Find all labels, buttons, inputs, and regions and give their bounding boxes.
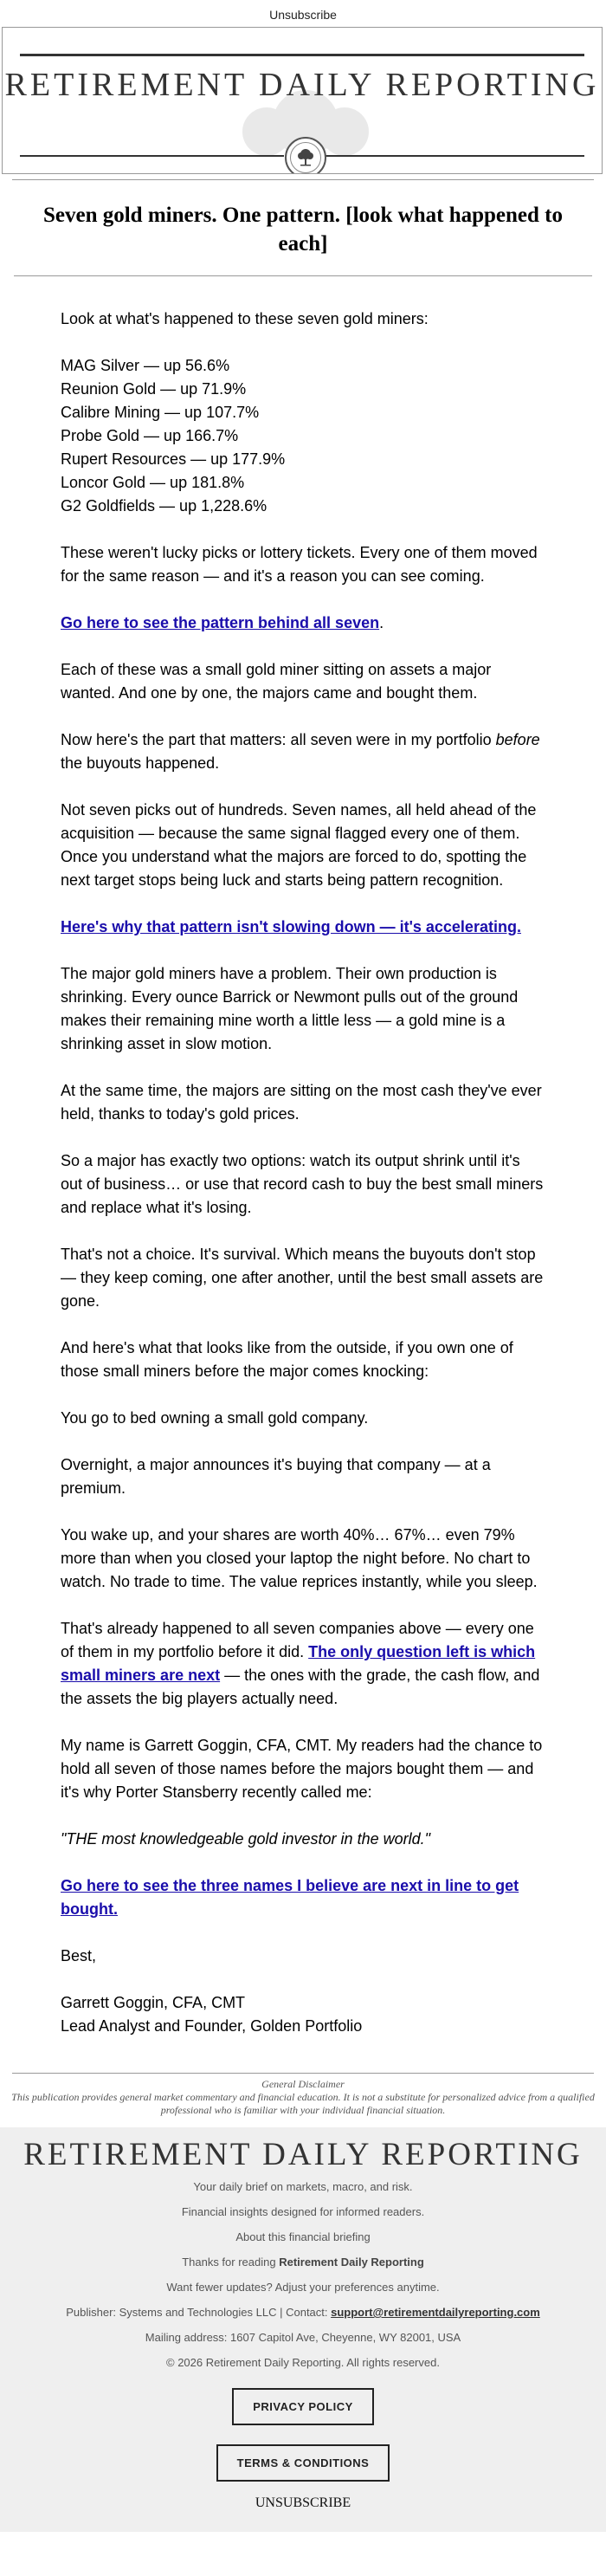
article-body: [0, 276, 606, 2038]
signature-title: Lead Analyst and Founder, Golden Portfolio: [61, 2017, 363, 2035]
paragraph: Each of these was a small gold miner sitting on assets a major wanted. And one by one, the majors came and bought them.: [61, 661, 492, 702]
emphasis-text: before: [495, 731, 540, 748]
intro-paragraph: Look at what's happened to these seven gold miners:: [61, 310, 429, 327]
text-segment: the buyouts happened.: [61, 754, 220, 772]
masthead-top-rule: [20, 54, 584, 56]
list-item: MAG Silver — up 56.6%: [61, 357, 230, 374]
footer-publisher: [0, 2306, 606, 2319]
text-segment: — the ones with the grade, the cash flow, and the assets the big players actually need.: [61, 1667, 540, 1707]
paragraph: That's not a choice. It's survival. Which means the buyouts don't stop — they keep coming, one after another, until the best small assets are gone.: [61, 1246, 544, 1310]
pattern-link[interactable]: Go here to see the pattern behind all seven: [61, 614, 380, 631]
text-segment: Thanks for reading: [182, 2256, 280, 2269]
list-item: Reunion Gold — up 71.9%: [61, 380, 247, 398]
list-item: Rupert Resources — up 177.9%: [61, 450, 286, 468]
masthead-banner: [2, 27, 603, 174]
footer-about: About this financial briefing: [235, 2230, 371, 2243]
footer-thanks: [0, 2256, 606, 2269]
portfolio-paragraph: [61, 728, 545, 775]
quote: "THE most knowledgeable gold investor in the world.": [61, 1830, 430, 1848]
footer-address: Mailing address: 1607 Capitol Ave, Cheyenne, WY 82001, USA: [145, 2331, 461, 2344]
next-miners-paragraph: [61, 1617, 545, 1711]
accelerating-link-paragraph: [61, 916, 545, 939]
text-segment: Publisher: Systems and Technologies LLC | Contact:: [66, 2306, 332, 2319]
footer: [0, 2127, 606, 2532]
paragraph: Overnight, a major announces it's buying that company — at a premium.: [61, 1456, 491, 1497]
support-email-link[interactable]: support@retirementdailyreporting.com: [331, 2306, 540, 2319]
tree-icon: [294, 146, 317, 169]
list-item: Calibre Mining — up 107.7%: [61, 404, 260, 421]
paragraph: You go to bed owning a small gold company.: [61, 1409, 369, 1427]
footer-preferences: Want fewer updates? Adjust your preferences anytime.: [166, 2281, 440, 2294]
paragraph: At the same time, the majors are sitting on the most cash they've ever held, thanks to today's gold prices.: [61, 1082, 542, 1123]
list-item: Probe Gold — up 166.7%: [61, 427, 239, 444]
terms-button[interactable]: TERMS & CONDITIONS: [216, 2444, 390, 2482]
disclaimer-title: General Disclaimer: [261, 2078, 345, 2090]
privacy-button-row: [0, 2388, 606, 2425]
footer-unsubscribe-link[interactable]: UNSUBSCRIBE: [255, 2495, 351, 2510]
three-names-link[interactable]: Go here to see the three names I believe are next in line to get bought.: [61, 1877, 519, 1918]
brand-name: Retirement Daily Reporting: [279, 2256, 424, 2269]
miners-list: [61, 354, 545, 518]
terms-button-row: [0, 2444, 606, 2482]
paragraph: Not seven picks out of hundreds. Seven names, all held ahead of the acquisition — because the same signal flagged every one of them. Once you understand what the majors are forced to do, spotting the next target stops being luck and starts being pattern recognition.: [61, 801, 537, 889]
paragraph: The major gold miners have a problem. Their own production is shrinking. Every ounce Barrick or Newmont pulls out of the ground makes their remaining mine worth a little less — a gold mine is a shrinking asset in slow motion.: [61, 965, 519, 1052]
three-names-link-paragraph: [61, 1874, 545, 1921]
next-miners-link[interactable]: The only question left is which small miners are next: [61, 1643, 536, 1684]
signature-name: Garrett Goggin, CFA, CMT: [61, 1994, 246, 2011]
paragraph: These weren't lucky picks or lottery tickets. Every one of them moved for the same reason — and it's a reason you can see coming.: [61, 544, 538, 585]
text-segment: Now here's the part that matters: all seven were in my portfolio: [61, 731, 496, 748]
link-tail: .: [379, 614, 384, 631]
accelerating-link[interactable]: Here's why that pattern isn't slowing down — it's accelerating.: [61, 918, 521, 935]
list-item: G2 Goldfields — up 1,228.6%: [61, 497, 268, 515]
text-segment: That's already happened to all seven companies above — every one of them in my portfolio before it did.: [61, 1620, 534, 1660]
footer-copyright: © 2026 Retirement Daily Reporting. All rights reserved.: [166, 2356, 440, 2369]
pattern-link-paragraph: [61, 612, 545, 635]
signoff: Best,: [61, 1947, 97, 1964]
divider: [12, 179, 594, 180]
paragraph: And here's what that looks like from the outside, if you own one of those small miners before the major comes knocking:: [61, 1339, 513, 1380]
privacy-policy-button[interactable]: PRIVACY POLICY: [232, 2388, 374, 2425]
divider: [12, 2073, 594, 2074]
top-unsubscribe-link[interactable]: Unsubscribe: [269, 8, 337, 22]
paragraph: So a major has exactly two options: watch its output shrink until it's out of business… or use that record cash to buy the best small miners and replace what it's losing.: [61, 1152, 544, 1216]
footer-tagline: Your daily brief on markets, macro, and risk.: [193, 2180, 413, 2193]
paragraph: My name is Garrett Goggin, CFA, CMT. My readers had the chance to hold all seven of those names before the majors bought them — and it's why Porter Stansberry recently called me:: [61, 1737, 543, 1801]
paragraph: You wake up, and your shares are worth 40%… 67%… even 79% more than when you closed your laptop the night before. No chart to watch. No trade to time. The value reprices instantly, while you sleep.: [61, 1526, 538, 1590]
masthead-right-rule: [320, 155, 584, 157]
footer-subtitle: Financial insights designed for informed readers.: [181, 2205, 425, 2218]
masthead-title: RETIREMENT DAILY REPORTING: [4, 67, 600, 103]
list-item: Loncor Gold — up 181.8%: [61, 474, 245, 491]
headline: Seven gold miners. One pattern. [look what happened to each]: [42, 204, 564, 256]
tree-emblem-icon: [285, 137, 326, 174]
disclaimer-text: This publication provides general market commentary and financial education. It is not a substitute for personalized advice from a qualified professional who is familiar with your individual financial situation.: [11, 2091, 595, 2116]
footer-title: RETIREMENT DAILY REPORTING: [23, 2137, 583, 2172]
signature-block: [61, 1945, 545, 2038]
masthead-left-rule: [20, 155, 284, 157]
